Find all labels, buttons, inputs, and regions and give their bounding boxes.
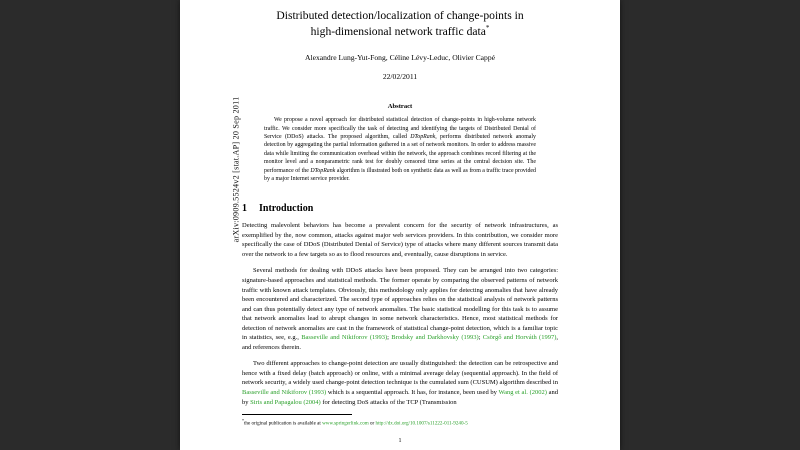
footnote-rule — [242, 414, 352, 415]
citation-author[interactable]: Wang et al. — [498, 389, 528, 397]
page-title — [242, 8, 558, 39]
arxiv-stamp: arXiv:0909.5524v2 [stat.AP] 20 Sep 2011 — [231, 96, 241, 243]
paper-date: 22/02/2011 — [382, 72, 418, 82]
citation-author[interactable]: Brodsky and Darkhovsky — [391, 334, 460, 342]
citation-year[interactable]: (2002) — [529, 389, 547, 397]
paper-content — [242, 0, 558, 450]
citation-author[interactable]: Siris and Papagalou — [250, 398, 302, 406]
paragraph-3: Two different approaches to change-point detection are usually distinguished: the detection can be retrospective and hence with a fixed delay (batch approach) or online, with a minimal average delay (sequential approach). In the field of network security, a widely used change-point detection technique is the cumulated sum (CUSUM) algorithm described in Basseville and Nikiforov (1993) which is a sequential approach. It has, for instance, been used by Wang et al. (2002) and by Siris and Papagalou (2004) for detecting DoS attacks of the TCP (Transmission — [242, 360, 559, 406]
abstract-heading: Abstract — [387, 103, 413, 111]
paragraph-2: Several methods for dealing with DDoS attacks have been proposed. They can be arranged into two categories: signature-based approaches and statistical methods. The former operate by comparing the observed patterns of network traffic with known attack templates. Obviously, this methodology only applies for detecting anomalies that have already been encountered and characterized. The second type of approaches relies on the statistical analysis of network patterns and can thus potentially detect any type of network anomalies. The basic statistical modelling for this task is to assume that network anomalies lead to abrupt changes in some network characteristics. Hence, most statistical methods for detection of network anomalies are cast in the framework of statistical change-point detection, which is a familiar topic in statistics, see, e.g., Basseville and Nikiforov (1993); Brodsky and Darkhovsky (1993); Csörgő and Horváth (1997), and references therein. — [242, 267, 558, 351]
title-footnote-marker: * — [485, 23, 490, 32]
authors: Alexandre Lung-Yut-Fong, Céline Lévy-Leduc, Olivier Cappé — [305, 53, 495, 63]
citation-author[interactable]: Basseville and Nikiforov — [301, 334, 368, 342]
citation-year[interactable]: (1993) — [308, 389, 327, 397]
citation-year[interactable]: (1997) — [539, 334, 557, 342]
citation-year[interactable]: (1993) — [369, 334, 388, 342]
footnote-marker: * — [242, 418, 244, 424]
footnote-link-springerlink[interactable]: www.springerlink.com — [322, 420, 369, 427]
abstract-text — [264, 116, 536, 183]
section-heading-introduction — [242, 203, 558, 214]
section-number: 1 — [242, 203, 247, 215]
section-title: Introduction — [259, 203, 314, 215]
paragraph-1: Detecting malevolent behaviors has become a prevalent concern for the security of network infrastructures, as exemplified by the, now common, attacks against major web services providers. In this contribution, we consider more specifically the case of DDoS (Distributed Denial of Service) type of attacks where many different sources transmit data over the network to a few targets so as to flood resources and, eventually, cause disruptions in service. — [242, 222, 558, 258]
citation-year[interactable]: (1993) — [461, 334, 479, 342]
footnote-mid: or — [368, 420, 376, 427]
footnote — [242, 418, 558, 428]
citation-year[interactable]: (2004) — [303, 398, 321, 406]
citation-author[interactable]: Csörgő and Horváth — [482, 334, 537, 342]
title-line-1: Distributed detection/localization of change-points in — [276, 9, 524, 22]
footnote-text: the original publication is available at — [244, 420, 323, 427]
title-line-2: high-dimensional network traffic data — [310, 24, 486, 38]
footnote-link-doi[interactable]: http://dx.doi.org/10.1007/s11222-011-9240-5 — [375, 420, 468, 427]
abstract-body: We propose a novel approach for distributed statistical detection of change-points in high-volume network traffic. We consider more specifically the task of detecting and identifying the targets of Distributed Denial of Service (DDoS) attacks. The proposed algorithm, called DTopRank, performs distributed network anomaly detection by aggregating the partial information gathered in a set of network monitors. In order to address massive data while limiting the communication overhead within the network, the approach combines record filtering at the monitor level and a nonparametric rank test for doubly censored time series at the central decision site. The performance of the DTopRank algorithm is illustrated both on synthetic data as well as from a traffic trace provided by a major Internet service provider. — [264, 117, 536, 182]
page-number: 1 — [398, 438, 402, 444]
paper-sheet — [180, 0, 620, 450]
citation-author[interactable]: Basseville and Nikiforov — [242, 389, 308, 397]
